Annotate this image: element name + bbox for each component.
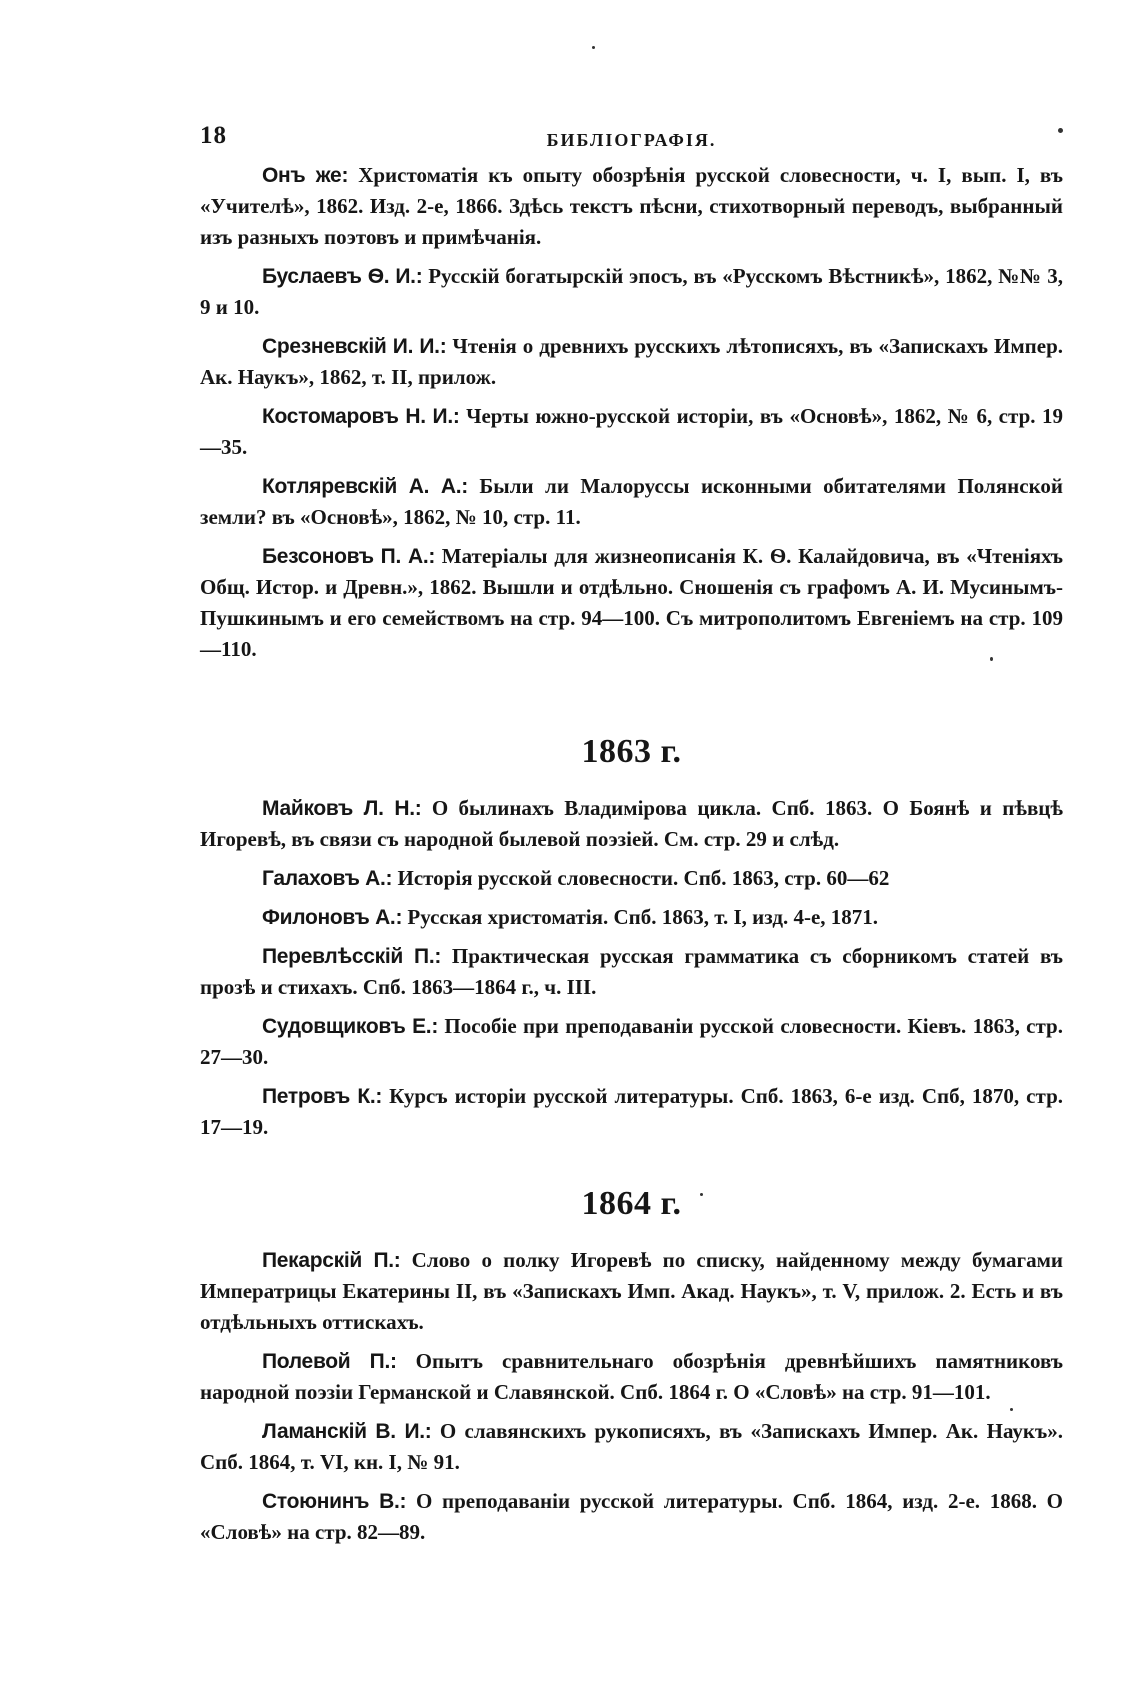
entry-text: Курсъ исторіи русской литературы. Спб. 1863, 6-е изд. Спб, 1870, стр. 17—19. [200, 1084, 1063, 1139]
scan-speck [700, 1193, 703, 1196]
running-title: БИБЛІОГРАФІЯ. [546, 130, 717, 150]
bibliography-entry [200, 261, 1063, 323]
scan-speck [592, 46, 595, 49]
bibliography-entry [200, 863, 1063, 894]
entry-author: Пекарскій П.: [262, 1249, 401, 1272]
bibliography-entry [200, 902, 1063, 933]
entry-author: Срезневскій И. И.: [262, 335, 447, 358]
entry-author: Перевлѣсскій П.: [262, 945, 442, 968]
year-heading-1863: 1863 г. [581, 733, 682, 770]
entry-text: Практическая русская грамматика съ сборникомъ статей въ прозѣ и стихахъ. Спб. 1863—1864 г., ч. III. [200, 944, 1064, 999]
entry-text: Исторія русской словесности. Спб. 1863, стр. 60—62 [397, 866, 890, 890]
entry-text: Христоматія къ опыту обозрѣнія русской словесности, ч. I, вып. I, въ «Учителѣ», 1862. Изд. 2-е, 1866. Здѣсь текстъ пѣсни, стихотворный переводъ, выбранный изъ разныхъ поэтовъ и примѣчанія. [200, 163, 1063, 249]
bibliography-entry [200, 1245, 1063, 1338]
entry-author: Стоюнинъ В.: [262, 1490, 407, 1513]
entry-text: Матеріалы для жизнеописанія К. Ѳ. Калайдовича, въ «Чтеніяхъ Общ. Истор. и Древн.», 1862. Вышли и отдѣльно. Сношенія съ графомъ А. И. Мусинымъ-Пушкинымъ и его семействомъ на стр. 94—100. Съ митрополитомъ Евгеніемъ на стр. 109—110. [200, 544, 1063, 661]
scan-speck [990, 657, 993, 661]
entry-author: Филоновъ А.: [262, 906, 403, 929]
scan-speck [1010, 1408, 1013, 1411]
entry-text: Пособіе при преподаваніи русской словесности. Кіевъ. 1863, стр. 27—30. [200, 1014, 1063, 1069]
entry-author: Галаховъ А.: [262, 867, 393, 890]
bibliography-entry [200, 1011, 1063, 1073]
entry-text: Черты южно-русской исторіи, въ «Основѣ», 1862, № 6, стр. 19—35. [200, 404, 1063, 459]
entry-text: Русскій богатырскій эпосъ, въ «Русскомъ Вѣстникѣ», 1862, №№ 3, 9 и 10. [200, 264, 1064, 319]
entry-author: Котляревскій А. А.: [262, 475, 468, 498]
scan-speck [1058, 128, 1063, 133]
bibliography-entry [200, 941, 1063, 1003]
entry-text: Чтенія о древнихъ русскихъ лѣтописяхъ, въ «Запискахъ Импер. Ак. Наукъ», 1862, т. II, прилож. [200, 334, 1064, 389]
bibliography-entry [200, 160, 1063, 253]
bibliography-entry [200, 1081, 1063, 1143]
bibliography-entry [200, 541, 1063, 665]
entry-text: Опытъ сравнительнаго обозрѣнія древнѣйшихъ памятниковъ народной поэзіи Германской и Славянской. Спб. 1864 г. О «Словѣ» на стр. 91—101. [200, 1349, 1064, 1404]
entry-author: Онъ же: [262, 164, 349, 187]
entry-author: Ламанскій В. И.: [262, 1420, 432, 1443]
entry-author: Судовщиковъ Е.: [262, 1015, 439, 1038]
entry-text: О славянскихъ рукописяхъ, въ «Запискахъ Импер. Ак. Наукъ». Спб. 1864, т. VI, кн. I, № 91. [200, 1419, 1063, 1474]
bibliography-entry [200, 1346, 1063, 1408]
bibliography-content [200, 160, 1063, 1556]
entry-text: О былинахъ Владимірова цикла. Спб. 1863. О Боянѣ и пѣвцѣ Игоревѣ, въ связи съ народной былевой поэзіей. См. стр. 29 и слѣд. [200, 796, 1064, 851]
entry-text: О преподаваніи русской литературы. Спб. 1864, изд. 2-е. 1868. О «Словѣ» на стр. 82—89. [200, 1489, 1064, 1544]
entry-text: Были ли Малоруссы исконными обитателями Полянской земли? въ «Основѣ», 1862, № 10, стр. 11. [200, 474, 1063, 529]
entry-author: Петровъ К.: [262, 1085, 383, 1108]
bibliography-entry [200, 471, 1063, 533]
page-number: 18 [200, 122, 227, 149]
entry-author: Безсоновъ П. А.: [262, 545, 436, 568]
bibliography-entry [200, 1486, 1063, 1548]
entry-author: Костомаровъ Н. И.: [262, 405, 460, 428]
page-header [200, 122, 1063, 162]
bibliography-entry [200, 793, 1063, 855]
bibliography-entry [200, 331, 1063, 393]
entry-text: Слово о полку Игоревѣ по списку, найденному между бумагами Императрицы Екатерины II, въ «Запискахъ Имп. Акад. Наукъ», т. V, прилож. 2. Есть и въ отдѣльныхъ оттискахъ. [200, 1248, 1063, 1334]
entry-author: Полевой П.: [262, 1350, 397, 1373]
year-heading-1864: 1864 г. [581, 1185, 682, 1222]
entry-text: Русская христоматія. Спб. 1863, т. I, изд. 4-е, 1871. [407, 905, 879, 929]
bibliography-entry [200, 401, 1063, 463]
entry-author: Майковъ Л. Н.: [262, 797, 422, 820]
bibliography-entry [200, 1416, 1063, 1478]
entry-author: Буслаевъ Ѳ. И.: [262, 265, 423, 288]
